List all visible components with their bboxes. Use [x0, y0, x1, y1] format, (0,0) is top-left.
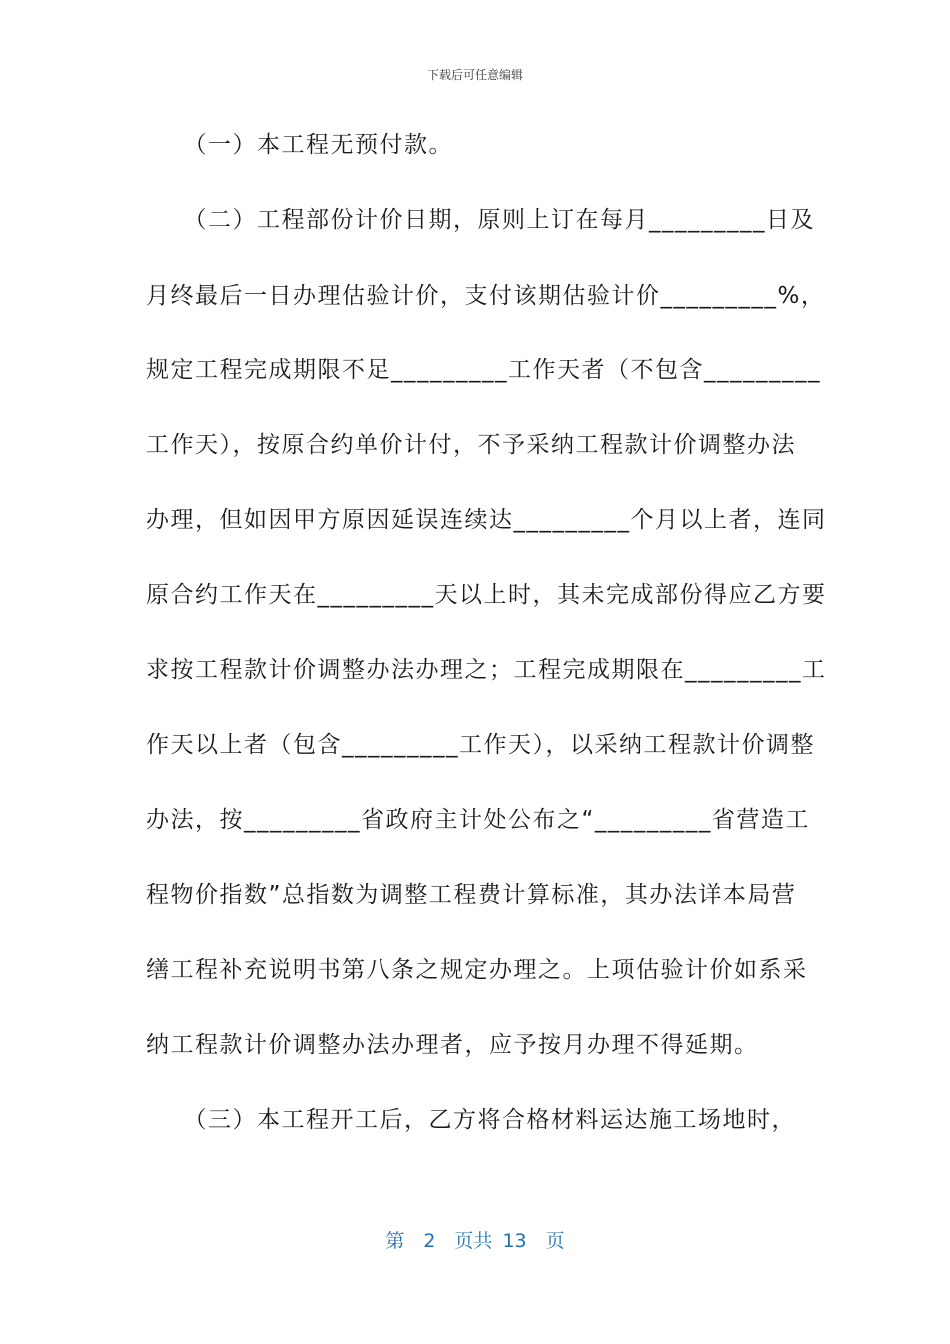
page-header: 下载后可任意编辑: [426, 68, 523, 82]
text-line: 求按工程款计价调整办法办理之；工程完成期限在_________工: [146, 657, 827, 683]
text-line: （二）工程部份计价日期，原则上订在每月_________日及: [146, 207, 815, 233]
text-line: 程物价指数”总指数为调整工程费计算标准，其办法详本局营: [146, 882, 797, 908]
text-line: （一）本工程无预付款。: [146, 132, 453, 158]
text-line: 规定工程完成期限不足_________工作天者（不包含_________: [146, 357, 821, 383]
text-line: 月终最后一日办理估验计价，支付该期估验计价_________%，: [146, 283, 826, 309]
text-line: 作天以上者（包含_________工作天），以采纳工程款计价调整: [146, 732, 815, 758]
text-line: （三）本工程开工后，乙方将合格材料运达施工场地时，: [146, 1107, 796, 1133]
text-line: 缮工程补充说明书第八条之规定办理之。上项估验计价如系采: [146, 957, 808, 983]
text-line: 办理，但如因甲方原因延误连续达_________个月以上者，连同: [146, 507, 827, 533]
text-line: 原合约工作天在_________天以上时，其未完成部份得应乙方要: [146, 582, 827, 608]
page-number-footer: 第 2 页共 13 页: [385, 1230, 565, 1252]
text-line: 纳工程款计价调整办法办理者，应予按月办理不得延期。: [146, 1032, 759, 1058]
text-line: 工作天），按原合约单价计付，不予采纳工程款计价调整办法: [146, 432, 796, 458]
text-line: 办法，按_________省政府主计处公布之“_________省营造工: [146, 807, 810, 833]
